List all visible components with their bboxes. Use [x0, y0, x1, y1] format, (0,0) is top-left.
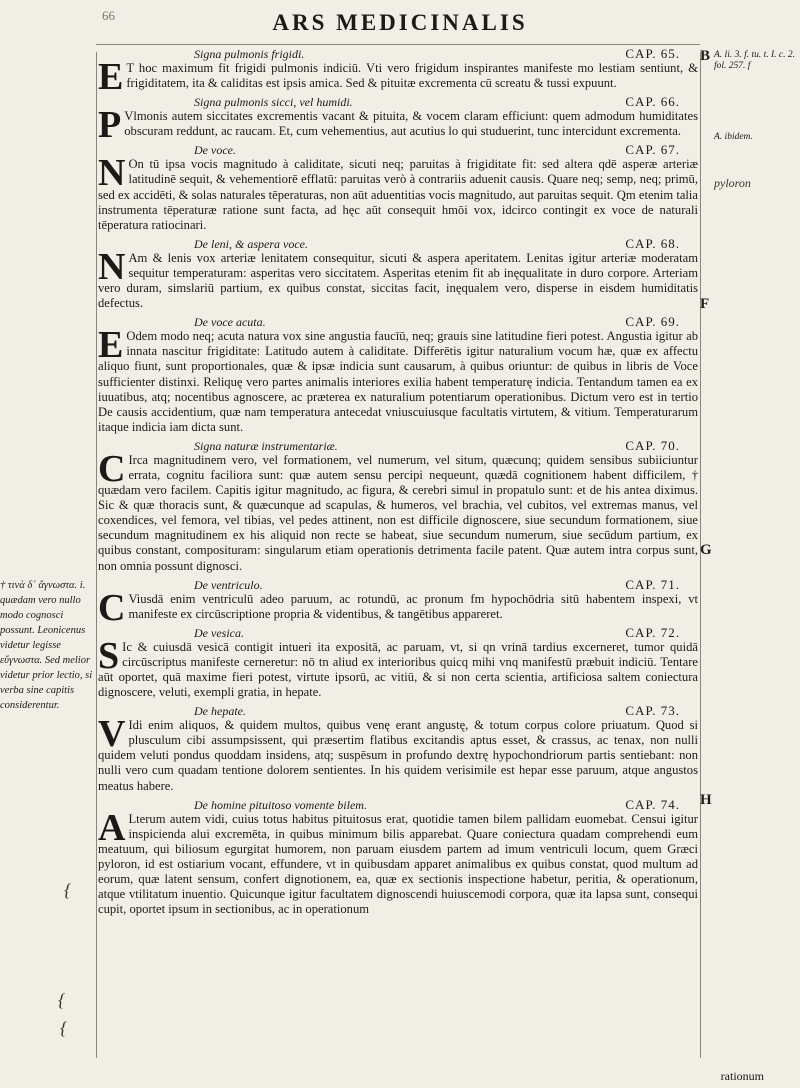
- chapter-body: [98, 245, 698, 311]
- initial-capital: P: [98, 104, 122, 147]
- chapter-text: Viusdā enim ventriculū adeo paruum, ac rotundū, ac pronum fm hypochōdria sitū habentem inspexi, vt manifeste ex circūscriptione propria & videntibus, & tangētibus appareret.: [128, 591, 698, 621]
- left-column-rule: [96, 52, 97, 1058]
- chapter-text: Am & lenis vox arteriæ lenitatem consequitur, sicuti & aspera aperitatem. Lenitas igitur arteriæ moderatam sequitur temperaturam: asperitas vero siccitatem. Asperitas etenim fit ab inęqualitate in duro corpore. Arteriam vero duram, simslariū partium, ex quibus constat, siccitas facit, inęqualem vero, disperse in eisdem humiditatis defectus.: [98, 250, 698, 311]
- chapter-title: De hepate.: [194, 704, 246, 719]
- chapter-text: On tū ipsa vocis magnitudo à caliditate, sicuti neq; paruitas à frigiditate fit: sed altera qdē asperæ arteriæ latitudinē sequit, & vehementiorē efflatū: paruitas verò à contrariis aduenit causis. Quare neq; semp, neq; primū, sed ex accidēti, & solas naturales tēperaturas, non aūt aduentitias vocis magnitudo, aut paruitas sequit. Qm etenim talia instrumenta tēperaturæ ratione sunt facta, ad hęc aūt consequit hmōi vox, idcirco contingit ex voce de naturali tēperatura ratiocinari.: [98, 157, 698, 232]
- initial-capital: A: [98, 806, 126, 849]
- main-text-column: [98, 46, 698, 920]
- catchword: rationum: [720, 1069, 764, 1083]
- margin-letter-h: H: [700, 792, 712, 808]
- chapter-title: De ventriculo.: [194, 577, 263, 592]
- chapter-title: Signa pulmonis frigidi.: [194, 47, 305, 61]
- margin-reference: A. ibidem.: [714, 132, 753, 142]
- margin-reference: A. li. 3. f. tu. t. I. c. 2. fol. 257. f: [714, 50, 796, 71]
- chapter-65: [98, 46, 698, 98]
- folio-number: 66: [102, 8, 115, 23]
- initial-capital: C: [98, 447, 126, 490]
- chapter-number: CAP. 70.: [625, 437, 680, 453]
- left-margin-note: † τινὰ δ᾽ ἄγνωστα. i. quædam vero nullo modo cognosci possunt. Leonicenus videtur legisse εὔγνωστα. Sed melior videtur prior lectio, si verba sine capitis considerentur.: [0, 580, 93, 711]
- chapter-heading: [98, 142, 698, 157]
- chapter-heading: [98, 46, 698, 61]
- handwritten-bracket-mark: {: [64, 880, 72, 900]
- chapter-heading: [98, 797, 698, 812]
- chapter-number: CAP. 73.: [625, 703, 680, 719]
- header-rule: [96, 44, 700, 45]
- chapter-heading: [98, 703, 698, 718]
- handwritten-bracket-mark: {: [58, 990, 66, 1010]
- chapter-body: [98, 447, 698, 574]
- chapter-number: CAP. 68.: [625, 235, 680, 251]
- chapter-66: [98, 94, 698, 147]
- chapter-number: CAP. 74.: [625, 796, 680, 812]
- chapter-text: Odem modo neq; acuta natura vox sine angustia faucīū, neq; grauis sine latitudine fieri potest. Angustia igitur ab innata nascitur frigiditate: Latitudo autem à caliditate. Differētis igitur naturalium vocum hæ, quæ ex affectu aliquo fiunt, sunt proportionales, quæ & ipsæ indicia sunt causarum, à quibus oriuntur: de quibus in libris de Voce sufficienter distinxi. Reliquę vero partes animalis interiores exilia habent temperaturę indicia. Tentandum tamen ea ex iuuatibus, atq; nocentibus agnoscere, ac præterea ex naturalium potentiarum operationibus. Dictum vero est in tertio De causis accidentium, quæ nam temperatura antecedat vniuscuiusque facultatis virtutem, & vitium. Temperaturarum itaque indicia iam dicta sunt.: [98, 329, 698, 434]
- chapter-title: Signa naturæ instrumentariæ.: [194, 438, 338, 453]
- chapter-number: CAP. 65.: [625, 46, 680, 61]
- margin-letter-f: F: [700, 296, 710, 312]
- chapter-heading: [98, 236, 698, 251]
- chapter-heading: [98, 94, 698, 109]
- chapter-74: [98, 797, 698, 918]
- chapter-body: [98, 586, 698, 629]
- chapter-67: [98, 142, 698, 232]
- initial-capital: V: [98, 713, 126, 756]
- margin-letter-b: B: [700, 48, 711, 64]
- chapter-title: De voce acuta.: [194, 315, 266, 330]
- chapter-number: CAP. 72.: [625, 624, 680, 640]
- chapter-heading: [98, 625, 698, 640]
- initial-capital: E: [98, 324, 124, 367]
- chapter-text: T hoc maximum fit frigidi pulmonis indiciū. Vti vero frigidum inspirantes manifeste mo lestiam sentiunt, & frigiditatem, ita & caliditas est ipsis amica. Sed & pituitæ excrementa cū screatu & tussi expuunt.: [126, 61, 698, 91]
- chapter-text: Irca magnitudinem vero, vel formationem, vel numerum, vel situm, quæcunq; quidem sensibus subiiciuntur errata, cognitu faciliora sunt: quæ autem sensu percipi nequeunt, quædā cognitionem habent difficilem, † quædam vero facilem. Capitis igitur magnitudo, ac figura, & cerebri simul in propatulo sunt: et de his antea diximus. Sic & quæ thoracis sunt, & quæcunque ad scapulas, & humeros, vel brachia, vel cubitos, vel extremas manus, vel coxendices, vel femora, vel tibias, vel pedes attinent, non est difficile dignoscere, siue secundum formationem, siue secundum magnitudinem ex his aliquid non recte se habeat, siue secundum numerum, siue secūdum partium, ex quibus constant, composituram: singularum etiam operationis detrimenta facile patent. Quæ autem intra corpus sunt, non omnia possunt dignosci.: [98, 452, 698, 573]
- chapter-text: Idi enim aliquos, & quidem multos, quibus venę erant angustę, & totum corpus colore priuatum. Quod si plusculum cibi assumpsissent, qui præsertim flatibus excitandis aptus esset, & crassus, ac tenax, non nulli quidem veluti pondus quoddam insidens, atq; suspēsum in profundo dextrę hypochondriorum partis sentiebant: non nulli vero cum quadam tentione dolorem sentientes. In his quidem verisimile est hepar esse paruum, atque angustos meatus habere.: [98, 718, 698, 793]
- chapter-71: [98, 576, 698, 629]
- margin-letter-g: G: [700, 542, 712, 558]
- running-head: ARS MEDICINALIS: [272, 10, 528, 35]
- chapter-title: De vesica.: [194, 625, 244, 640]
- chapter-68: [98, 236, 698, 311]
- initial-capital: C: [98, 586, 126, 629]
- chapter-title: De homine pituitoso vomente bilem.: [194, 797, 367, 812]
- chapter-body: [98, 56, 698, 98]
- chapter-70: [98, 438, 698, 574]
- chapter-body: [98, 324, 698, 435]
- chapter-text: Lterum autem vidi, cuius totus habitus pituitosus erat, quotidie tamen bilem pallidam euomebat. Censui igitur inspicienda alui excremēta, in quibus minimum bilis apparebat. Quare coniectura quadam comprehendi eum meatuum, qui biliosum egurgitat humorem, non paruam eiusdem partem ad imum ventriculi locum, quem Græci pyloron, id est ostiarium vocant, effundere, vt in quibusdam apparet animalibus ex quibus constat, quod multum ad eorum, quæ latent sensum, confert dignotionem, ea, quæ ex sectionis inspectione habetur, peritia, & operationum, atque vtilitatum inuentio. Quicunque igitur facultatem dignoscendi huiuscemodi corpora, quæ ita lapsa sunt, consequi cupit, oportet ipsum in sectionibus, ac in operationum: [98, 811, 698, 917]
- chapter-heading: [98, 438, 698, 453]
- chapter-number: CAP. 66.: [625, 94, 680, 110]
- chapter-body: [98, 152, 698, 232]
- chapter-69: [98, 314, 698, 435]
- chapter-title: De voce.: [194, 143, 236, 158]
- chapter-73: [98, 703, 698, 793]
- initial-capital: N: [98, 152, 126, 195]
- chapter-number: CAP. 67.: [625, 142, 680, 158]
- chapter-heading: [98, 577, 698, 592]
- initial-capital: E: [98, 56, 124, 98]
- chapter-72: [98, 625, 698, 700]
- handwritten-bracket-mark: {: [60, 1018, 68, 1038]
- chapter-body: [98, 713, 698, 793]
- chapter-number: CAP. 69.: [625, 314, 680, 330]
- chapter-body: [98, 104, 698, 147]
- chapter-body: [98, 806, 698, 918]
- chapter-title: De leni, & aspera voce.: [194, 236, 308, 251]
- margin-handwritten-note: pyloron: [714, 176, 751, 190]
- chapter-body: [98, 634, 698, 700]
- initial-capital: N: [98, 245, 126, 288]
- chapter-number: CAP. 71.: [625, 576, 680, 592]
- initial-capital: S: [98, 634, 120, 677]
- chapter-text: Ic & cuiusdā vesicā contigit intueri ita expositā, ac paruam, vt, si qn vrinā tardius excerneret, tumor quidā circūscriptus manifeste cerneretur: nō tn aliud ex interioribus quicq mihi vnq manifestū præbuit indiciū. Tentare aūt oportet, quā maxime fieri potest, virtute ipsorū, ac vitiū, & si non certa scientia, artificiosa saltem coniectura dignoscere, veluti, exempli gratia, in hepate.: [98, 639, 698, 700]
- chapter-title: Signa pulmonis sicci, vel humidi.: [194, 95, 353, 110]
- chapter-heading: [98, 314, 698, 329]
- chapter-text: Vlmonis autem siccitates excrementis vacant & pituita, & vocem claram efficiunt: quem admodum humiditates obscuram reddunt, ac raucam. Et, cum vehementius, aut acutius lo qui studuerint, tunc intercidunt excrementa.: [124, 109, 698, 139]
